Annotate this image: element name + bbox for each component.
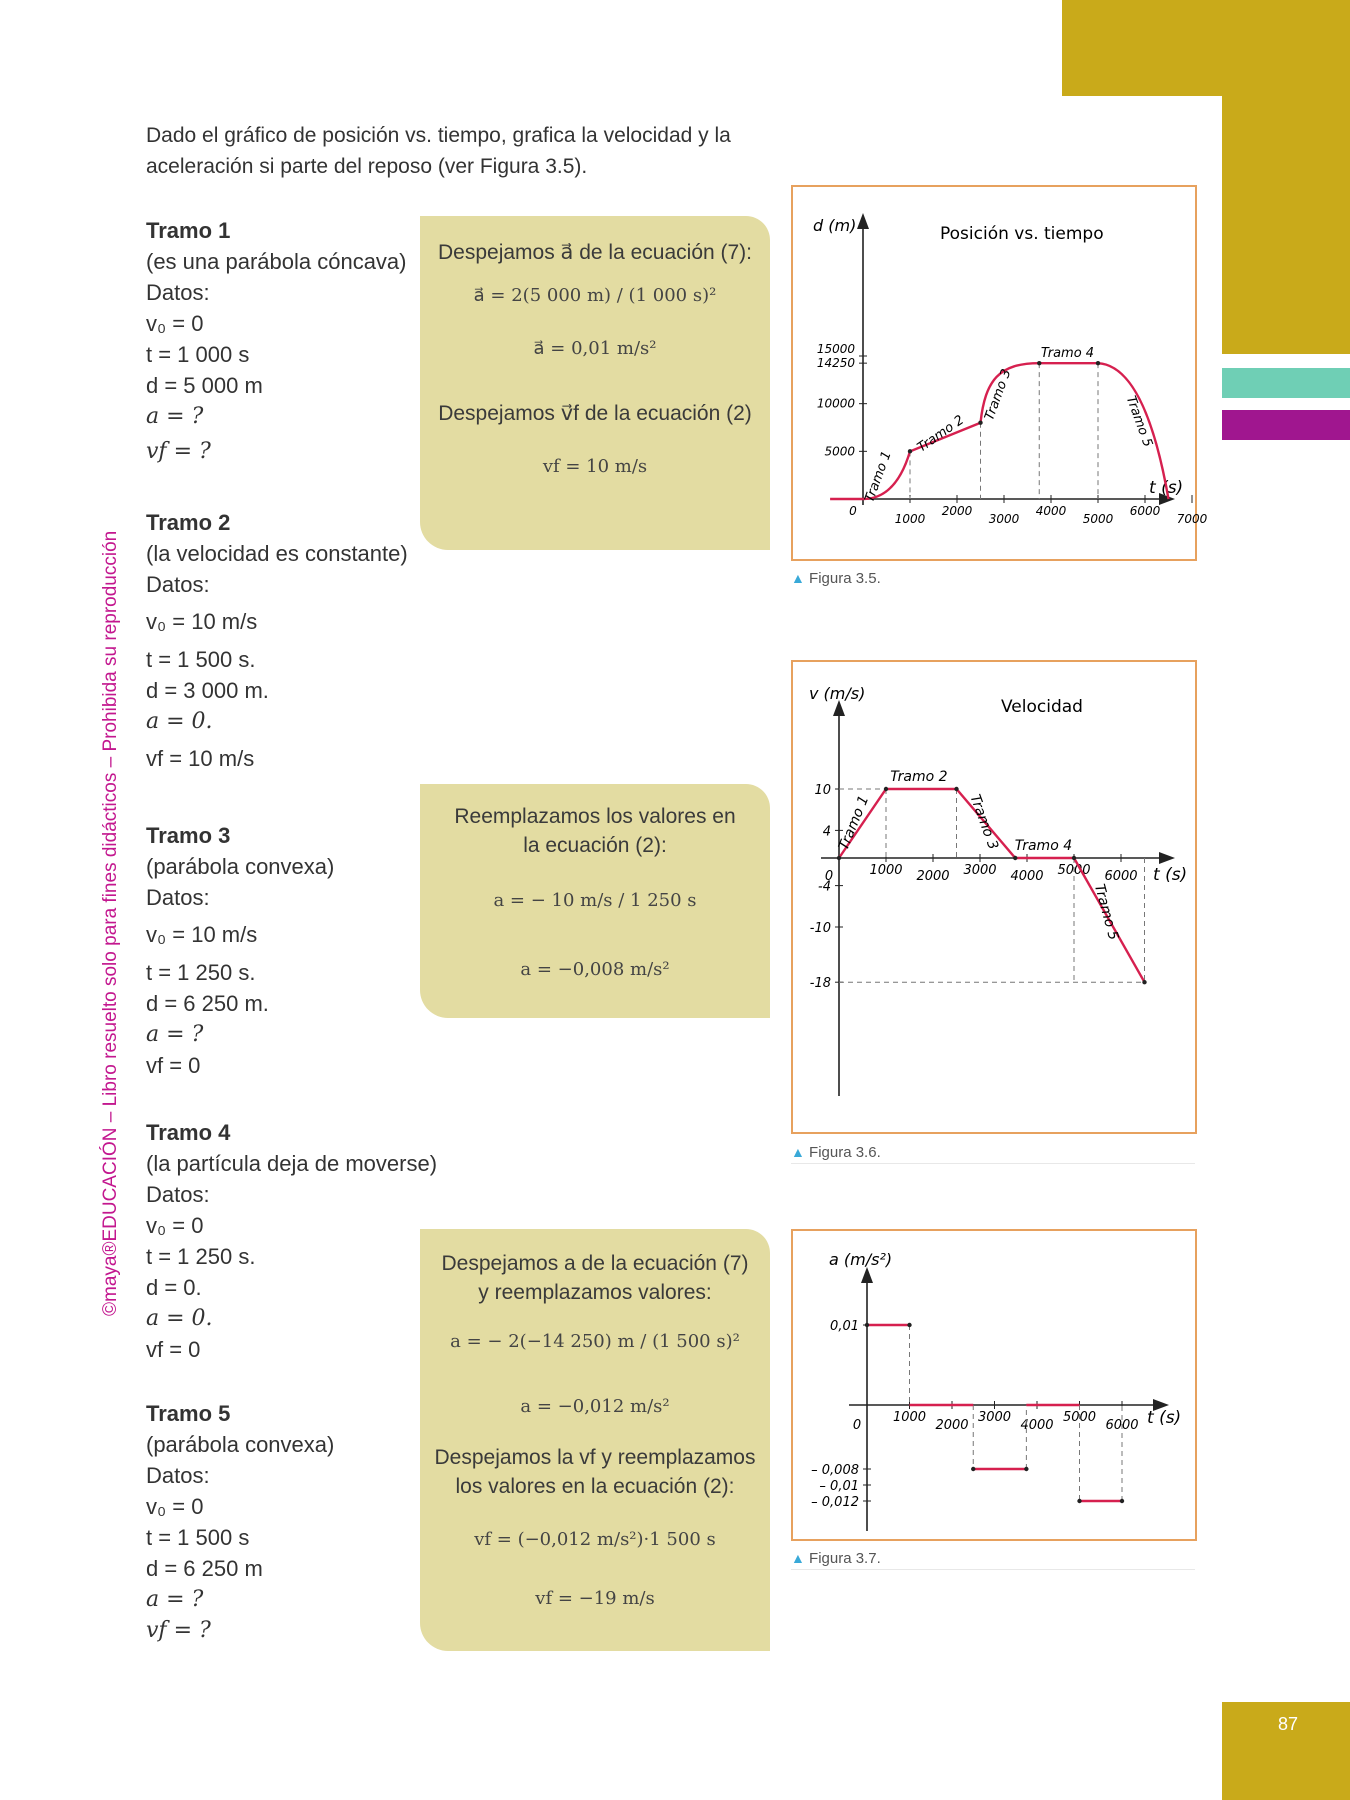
data-point: [884, 787, 888, 791]
tramo-4: [146, 1117, 466, 1365]
tramo-line: a = 0.: [146, 709, 213, 734]
x-tick-label: 2000: [941, 504, 973, 518]
x-tick-label: 5000: [1057, 863, 1091, 878]
y-tick-label: -10: [809, 921, 831, 936]
segment-label: Tramo 1: [862, 449, 895, 505]
tramo-5: [146, 1398, 436, 1646]
x-tick-label: 6000: [1105, 1418, 1139, 1433]
x-axis-label: t (s): [1149, 478, 1184, 498]
box-equation: a = −0,012 m/s²: [520, 1396, 670, 1417]
tramo-line: vf = 10 m/s: [146, 746, 255, 771]
caption-text: Figura 3.5.: [809, 570, 881, 587]
x-tick-label: 0: [852, 1418, 862, 1433]
tramo-line: v₀ = 0: [146, 311, 204, 336]
caption-triangle-icon: ▲: [791, 1550, 805, 1566]
y-tick-label: -18: [809, 976, 831, 992]
chart-title: Velocidad: [1001, 697, 1083, 717]
tramo-line: t = 1 500 s: [146, 1525, 250, 1550]
x-tick-label: 6000: [1104, 869, 1138, 884]
y-axis-label: d (m): [813, 216, 857, 235]
x-tick-label: 0: [824, 869, 834, 884]
tramo-line: t = 1 250 s.: [146, 1244, 256, 1269]
data-point: [1077, 1499, 1081, 1503]
data-point: [908, 449, 912, 453]
x-tick-label: 1000: [869, 863, 903, 878]
tramo-line: v₀ = 10 m/s: [146, 922, 258, 947]
acceleration-chart: [793, 1231, 1195, 1539]
segment-label: Tramo 5: [1090, 882, 1122, 942]
tramo-desc: (parábola convexa): [146, 854, 335, 879]
box-equation: vf = 10 m/s: [542, 456, 648, 477]
figure-3-5: [791, 185, 1208, 561]
box-equation: a = − 2(−14 250) m / (1 500 s)²: [450, 1331, 740, 1352]
magenta-tab: [1222, 410, 1350, 440]
x-tick-label: 2000: [916, 869, 950, 884]
tramo-line: t = 1 000 s: [146, 342, 250, 367]
tramo-1: [146, 215, 436, 467]
tramo-datos: Datos:: [146, 1182, 210, 1207]
tramo-line: d = 6 250 m: [146, 1556, 263, 1581]
segment-label: Tramo 4: [1014, 838, 1073, 854]
position-chart: [793, 187, 1208, 559]
y-tick-label: 4: [822, 824, 831, 840]
caption-triangle-icon: ▲: [791, 570, 805, 586]
tramo-3: [146, 820, 436, 1081]
tramo-2: [146, 507, 436, 781]
tramo-datos: Datos:: [146, 1463, 210, 1488]
y-tick-label: – 0,012: [811, 1495, 859, 1510]
tramo-line: v₀ = 10 m/s: [146, 609, 258, 634]
segment-label: Tramo 5: [1122, 393, 1156, 450]
x-tick-label: 5000: [1062, 1410, 1097, 1425]
tramo-desc: (es una parábola cóncava): [146, 249, 407, 274]
y-tick-label: 5000: [824, 444, 855, 459]
y-axis-arrow: [861, 1267, 873, 1283]
tramo-line: d = 3 000 m.: [146, 678, 269, 703]
x-tick-label: 3000: [977, 1410, 1012, 1425]
data-point: [1013, 856, 1017, 860]
box-equation: a = −0,008 m/s²: [520, 959, 670, 980]
tramo-datos: Datos:: [146, 885, 210, 910]
tramo-desc: (la partícula deja de moverse): [146, 1151, 438, 1176]
caption-figure-3-5: [791, 570, 881, 587]
tramo-line: t = 1 250 s.: [146, 960, 256, 985]
data-point: [971, 1467, 975, 1471]
intro-text: Dado el gráfico de posición vs. tiempo, grafica la velocidad y la aceleración si parte del reposo (ver Figura 3.5).: [146, 124, 731, 178]
data-point: [1037, 361, 1041, 365]
tramo-line: v₀ = 0: [146, 1213, 204, 1238]
y-axis-label: v (m/s): [809, 684, 866, 703]
tramo-line: vf = ?: [146, 439, 211, 464]
data-point: [1072, 856, 1076, 860]
y-tick-label: 15000: [816, 342, 855, 356]
tramo-line: v₀ = 0: [146, 1494, 204, 1519]
caption-figure-3-7: [791, 1550, 1195, 1570]
segment-label: Tramo 1: [835, 793, 873, 853]
tramo-line: a = ?: [146, 1022, 204, 1047]
x-tick-label: 4000: [1010, 869, 1044, 884]
caption-figure-3-6: [791, 1144, 1195, 1164]
tramo-line: vf = ?: [146, 1618, 211, 1643]
data-point: [907, 1323, 911, 1327]
x-axis-label: t (s): [1147, 1408, 1182, 1428]
tramo-line: a = 0.: [146, 1306, 213, 1331]
y-tick-label: 10: [814, 783, 831, 798]
tramo-title: Tramo 1: [146, 218, 231, 243]
chart-title: Posición vs. tiempo: [940, 224, 1104, 244]
tramo-title: Tramo 5: [146, 1401, 231, 1426]
right-gold-bar: [1222, 0, 1350, 354]
page-number: 87: [1277, 1714, 1298, 1734]
x-tick-label: 7000: [1176, 512, 1208, 526]
x-axis-label: t (s): [1153, 865, 1188, 885]
y-tick-label: -4: [818, 879, 831, 895]
copyright-sidebar: [100, 496, 122, 1316]
y-tick-label: – 0,008: [811, 1463, 859, 1478]
data-point: [865, 1323, 869, 1327]
tramo-line: vf = 0: [146, 1053, 201, 1078]
x-tick-label: 6000: [1129, 504, 1161, 518]
data-point: [978, 421, 982, 425]
tramo-line: vf = 0: [146, 1337, 201, 1362]
y-tick-label: 10000: [816, 396, 855, 411]
box-equation: vf = (−0,012 m/s²)·1 500 s: [474, 1529, 716, 1550]
teal-tab: [1222, 368, 1350, 398]
tramo-line: d = 0.: [146, 1275, 202, 1300]
segment-label: Tramo 3: [966, 792, 1002, 852]
box-text: Despejamos a⃗ de la ecuación (7):: [437, 241, 753, 264]
copyright-text: ©maya®EDUCACIÓN – Libro resuelto solo para fines didácticos – Prohibida su reproducción: [100, 530, 121, 1316]
y-axis-arrow: [857, 213, 869, 229]
tramo-desc: (la velocidad es constante): [146, 541, 408, 566]
box-equation: a⃗ = 2(5 000 m) / (1 000 s)²: [473, 285, 717, 306]
data-point: [837, 856, 841, 860]
segment-label: Tramo 2: [890, 769, 948, 785]
x-tick-label: 1000: [894, 512, 926, 526]
tramo-desc: (parábola convexa): [146, 1432, 335, 1457]
segment-label: Tramo 3: [982, 367, 1015, 423]
box-text: los valores en la ecuación (2):: [455, 1475, 735, 1498]
data-point: [954, 787, 958, 791]
box-equation: vf = −19 m/s: [535, 1588, 655, 1609]
x-tick-label: 3000: [988, 512, 1020, 526]
caption-triangle-icon: ▲: [791, 1144, 805, 1160]
data-point: [1120, 1499, 1124, 1503]
tramo-title: Tramo 2: [146, 510, 231, 535]
tramo-line: d = 5 000 m: [146, 373, 263, 398]
tramo-datos: Datos:: [146, 280, 210, 305]
tramo-line: a = ?: [146, 404, 204, 429]
box-text: y reemplazamos valores:: [478, 1281, 712, 1304]
x-tick-label: 2000: [935, 1418, 969, 1433]
y-tick-label: 14250: [816, 356, 855, 371]
figure-3-7: [791, 1229, 1197, 1541]
tramo-line: d = 6 250 m.: [146, 991, 269, 1016]
box-text: la ecuación (2):: [523, 834, 667, 857]
y-tick-label: – 0,01: [819, 1479, 859, 1494]
x-tick-label: 4000: [1020, 1418, 1054, 1433]
x-tick-label: 1000: [892, 1410, 927, 1425]
box-text: Reemplazamos los valores en: [454, 805, 736, 828]
figure-3-6: [791, 660, 1197, 1134]
velocity-chart: [793, 662, 1195, 1132]
solution-box-1: [420, 216, 770, 550]
y-tick-label: 0,01: [830, 1319, 859, 1334]
data-point: [1024, 1467, 1028, 1471]
x-tick-label: 0: [849, 504, 857, 518]
tramo-datos: Datos:: [146, 572, 210, 597]
x-tick-label: 4000: [1035, 504, 1067, 518]
tramo-title: Tramo 4: [146, 1120, 231, 1145]
segment-label: Tramo 2: [914, 412, 968, 456]
tramo-title: Tramo 3: [146, 823, 231, 848]
x-tick-label: 5000: [1082, 512, 1114, 526]
tramo-line: a = ?: [146, 1587, 204, 1612]
data-point: [1142, 980, 1146, 984]
solution-box-3: [420, 1229, 770, 1651]
box-equation: a⃗ = 0,01 m/s²: [533, 338, 657, 359]
caption-text: Figura 3.7.: [809, 1550, 881, 1567]
x-axis-arrow: [1159, 852, 1175, 864]
box-equation: a = − 10 m/s / 1 250 s: [493, 890, 697, 911]
tramo-line: t = 1 500 s.: [146, 647, 256, 672]
solution-box-2: [420, 784, 770, 1018]
box-text: Despejamos v⃗f de la ecuación (2): [438, 402, 752, 425]
segment-label: Tramo 4: [1040, 346, 1095, 362]
box-text: Despejamos la vf y reemplazamos: [434, 1446, 756, 1469]
box-text: Despejamos a de la ecuación (7): [441, 1252, 749, 1275]
caption-text: Figura 3.6.: [809, 1144, 881, 1161]
data-point: [1096, 361, 1100, 365]
y-axis-label: a (m/s²): [829, 1250, 893, 1269]
x-tick-label: 3000: [963, 863, 997, 878]
